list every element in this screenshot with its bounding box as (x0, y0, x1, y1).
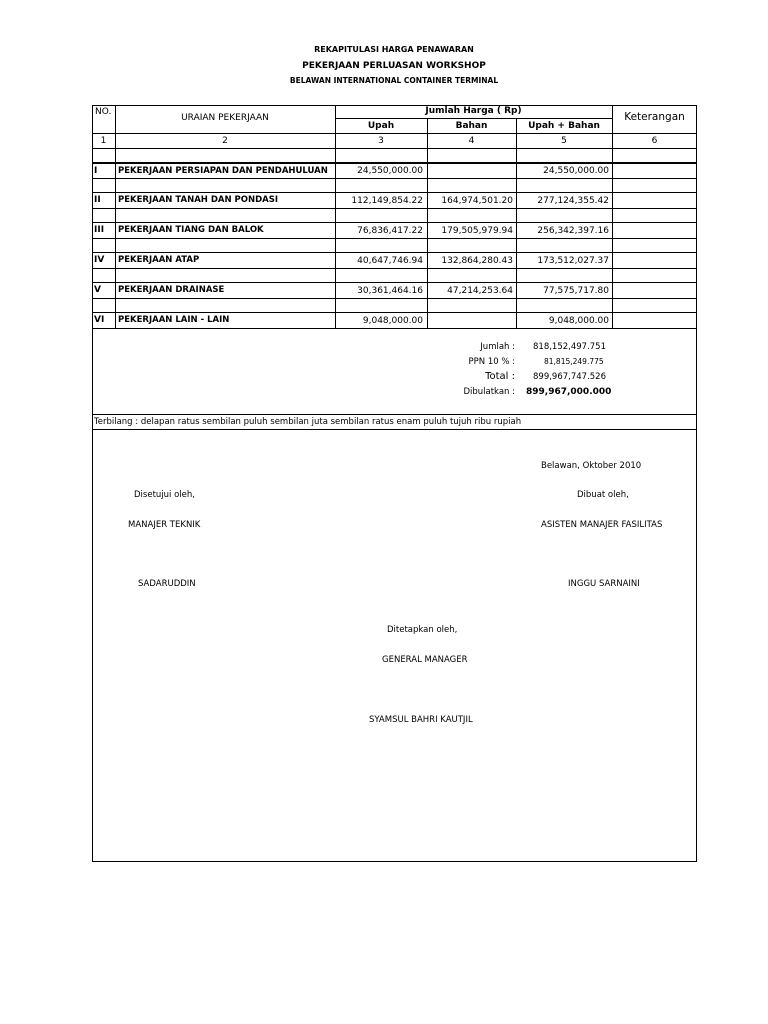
divider (92, 162, 697, 164)
divider (92, 133, 697, 134)
column-number: 5 (561, 136, 567, 146)
row-bahan: 47,214,253.64 (447, 286, 513, 296)
column-number: 1 (100, 136, 107, 146)
jumlah-value: 818,152,497.751 (533, 342, 607, 352)
divider (92, 328, 697, 329)
divider (92, 208, 697, 209)
row-upah: 30,361,464.16 (357, 286, 423, 296)
ditetapkan-name: SYAMSUL BAHRI KAUTJIL (369, 715, 473, 725)
document-location: BELAWAN INTERNATIONAL CONTAINER TERMINAL (289, 76, 499, 85)
divider (92, 148, 697, 149)
column-header-no: NO. (95, 107, 112, 117)
document-subtitle: PEKERJAAN PERLUASAN WORKSHOP (302, 61, 486, 71)
column-header-upah: Upah (367, 121, 395, 131)
column-number: 2 (222, 136, 228, 146)
document-title: REKAPITULASI HARGA PENAWARAN (314, 45, 474, 54)
row-uraian: PEKERJAAN LAIN - LAIN (118, 315, 230, 325)
row-number: V (94, 285, 101, 295)
divider (92, 298, 697, 299)
dibuat-name: INGGU SARNAINI (568, 579, 640, 589)
row-uraian: PEKERJAAN TANAH DAN PONDASI (118, 195, 279, 205)
column-header-bahan: Bahan (455, 121, 488, 131)
divider (92, 282, 697, 283)
row-number: II (94, 195, 101, 205)
disetujui-name: SADARUDDIN (138, 579, 196, 589)
disetujui-title: MANAJER TEKNIK (128, 520, 201, 530)
terbilang-text: Terbilang : delapan ratus sembilan puluh sembilan juta sembilan ratus enam puluh tujuh ribu rupiah (94, 417, 522, 427)
column-number: 6 (651, 136, 658, 146)
row-uraian: PEKERJAAN PERSIAPAN DAN PENDAHULUAN (118, 166, 328, 176)
row-total: 24,550,000.00 (543, 166, 609, 176)
divider (92, 222, 697, 223)
column-header-uraian: URAIAN PEKERJAAN (181, 113, 269, 123)
row-number: I (94, 166, 98, 176)
row-total: 9,048,000.00 (548, 316, 609, 326)
row-upah: 112,149,854.22 (351, 196, 423, 206)
total-value: 899,967,747.526 (533, 372, 607, 382)
ppn-label: PPN 10 % : (468, 357, 515, 367)
divider (92, 312, 697, 313)
dibuat-label: Dibuat oleh, (577, 490, 629, 500)
dibuat-title: ASISTEN MANAJER FASILITAS (541, 520, 663, 530)
row-total: 277,124,355.42 (537, 196, 609, 206)
row-upah: 76,836,417.22 (357, 226, 423, 236)
divider (92, 414, 697, 415)
dibulatkan-value: 899,967,000.000 (526, 387, 612, 397)
row-total: 173,512,027.37 (537, 256, 609, 266)
divider (335, 118, 612, 119)
column-divider (427, 118, 428, 328)
jumlah-label: Jumlah : (480, 342, 515, 352)
row-upah: 9,048,000.00 (362, 316, 423, 326)
divider (92, 238, 697, 239)
column-divider (516, 118, 517, 328)
row-bahan: 164,974,501.20 (441, 196, 513, 206)
dibulatkan-label: Dibulatkan : (463, 387, 515, 397)
row-bahan: 132,864,280.43 (441, 256, 513, 266)
ditetapkan-title: GENERAL MANAGER (382, 655, 468, 665)
document-frame (92, 105, 697, 862)
row-number: VI (94, 315, 105, 325)
place-date: Belawan, Oktober 2010 (541, 461, 642, 471)
row-uraian: PEKERJAAN TIANG DAN BALOK (118, 225, 264, 235)
ditetapkan-label: Ditetapkan oleh, (387, 625, 458, 635)
row-bahan: 179,505,979.94 (441, 226, 513, 236)
row-number: III (94, 225, 105, 235)
divider (92, 178, 697, 179)
divider (92, 429, 697, 430)
column-header-total: Upah + Bahan (528, 121, 600, 131)
disetujui-label: Disetujui oleh, (134, 490, 195, 500)
row-upah: 24,550,000.00 (357, 166, 423, 176)
column-number: 4 (468, 136, 475, 146)
ppn-value: 81,815,249.775 (544, 357, 604, 366)
row-upah: 40,647,746.94 (357, 256, 423, 266)
row-total: 256,342,397.16 (537, 226, 609, 236)
row-uraian: PEKERJAAN DRAINASE (118, 285, 225, 295)
row-total: 77,575,717.80 (543, 286, 609, 296)
row-uraian: PEKERJAAN ATAP (118, 255, 200, 265)
divider (92, 268, 697, 269)
row-number: IV (94, 255, 105, 265)
column-header-keterangan: Keterangan (624, 111, 685, 123)
divider (92, 252, 697, 253)
total-label: Total : (485, 371, 515, 382)
column-number: 3 (378, 136, 384, 146)
column-header-jumlah: Jumlah Harga ( Rp) (425, 106, 522, 116)
divider (92, 192, 697, 193)
